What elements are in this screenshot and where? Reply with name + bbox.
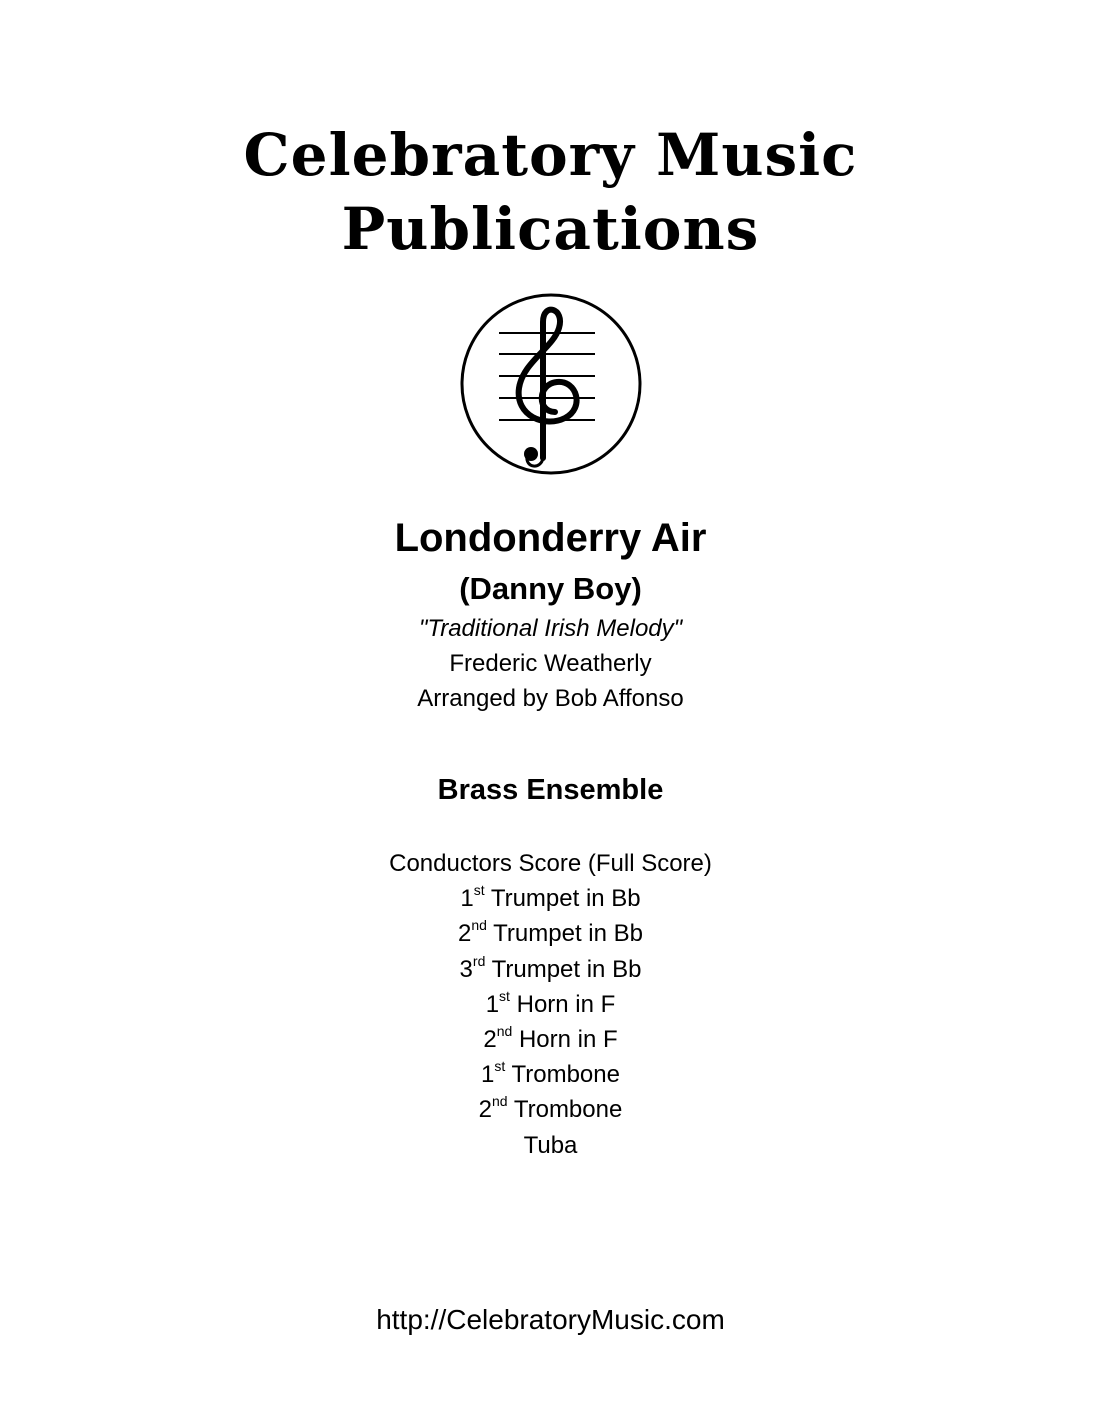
- part-ordinal-suffix: nd: [496, 1023, 513, 1040]
- part-name: Trumpet in Bb: [484, 885, 641, 913]
- part-name: Trumpet in Bb: [486, 920, 643, 948]
- publisher-line-1: Celebratory Music: [243, 121, 858, 189]
- work-subtitle: (Danny Boy): [459, 571, 642, 606]
- part-item: [0, 881, 1101, 916]
- part-item: [0, 1057, 1101, 1092]
- part-ordinal-suffix: rd: [472, 952, 486, 969]
- part-ordinal: 1: [485, 990, 500, 1018]
- part-item: [0, 952, 1101, 987]
- part-ordinal: 2: [478, 1096, 493, 1124]
- part-ordinal-suffix: nd: [492, 1093, 508, 1110]
- part-ordinal-suffix: st: [494, 1058, 506, 1075]
- part-ordinal: 1: [460, 885, 474, 913]
- part-item: [0, 1128, 1101, 1163]
- part-name: Trombone: [507, 1096, 623, 1124]
- part-item: [0, 1022, 1101, 1057]
- part-ordinal: 3: [459, 955, 473, 983]
- part-name: Trumpet in Bb: [485, 955, 642, 983]
- work-title: Londonderry Air: [394, 516, 707, 560]
- part-item: [0, 987, 1101, 1022]
- part-ordinal-suffix: st: [473, 882, 485, 899]
- part-ordinal-suffix: st: [499, 987, 510, 1004]
- publisher-line-2: Publications: [341, 195, 760, 263]
- publisher-name: [0, 118, 1101, 266]
- part-name: Tuba: [523, 1131, 578, 1159]
- part-name: Horn in F: [509, 990, 616, 1018]
- part-ordinal: 2: [457, 920, 472, 948]
- melody-origin: "Traditional Irish Melody": [418, 615, 683, 642]
- lyricist-credit: Frederic Weatherly: [449, 650, 652, 677]
- ensemble-heading: Brass Ensemble: [437, 774, 664, 806]
- part-name: Trombone: [505, 1061, 620, 1089]
- part-item: [0, 916, 1101, 951]
- part-ordinal: 1: [481, 1061, 495, 1089]
- part-name: Conductors Score (Full Score): [389, 850, 712, 877]
- website-url: http://CelebratoryMusic.com: [376, 1304, 725, 1335]
- part-item: [0, 1092, 1101, 1127]
- part-name: Horn in F: [512, 1026, 618, 1054]
- part-item: [0, 846, 1101, 881]
- arranger-credit: Arranged by Bob Affonso: [417, 685, 684, 712]
- parts-list: [0, 846, 1101, 1163]
- treble-clef-in-circle-icon: [459, 292, 643, 476]
- part-ordinal-suffix: nd: [471, 917, 487, 934]
- part-ordinal: 2: [483, 1026, 497, 1054]
- work-info: [0, 512, 1101, 716]
